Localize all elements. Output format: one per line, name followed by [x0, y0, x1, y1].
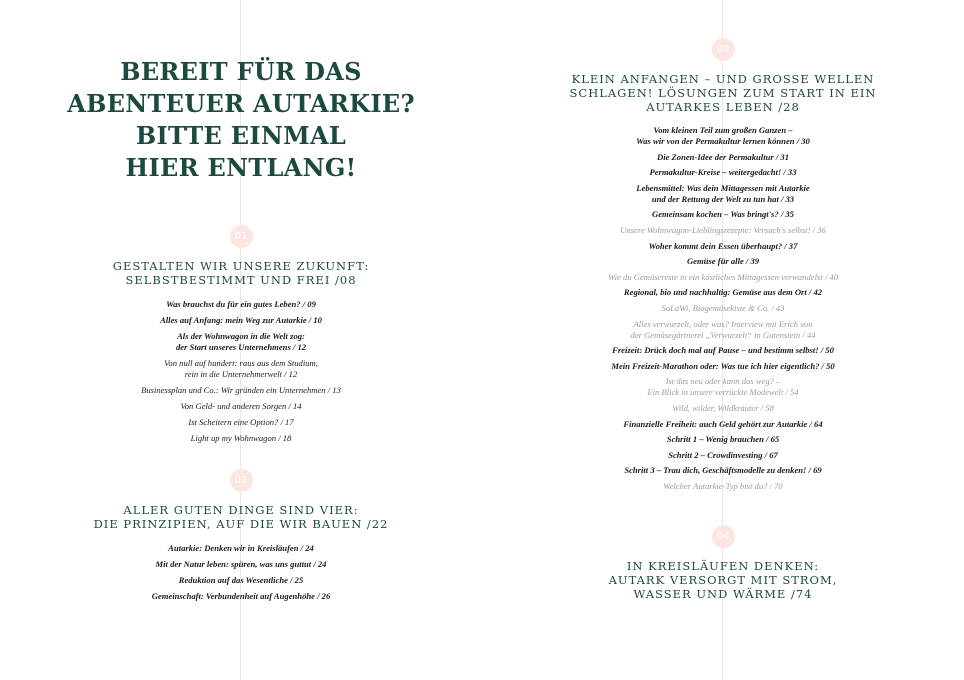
- chapter-title-line: AUTARK VERSORGT MIT STROM,: [608, 573, 838, 587]
- toc-entry: [0, 543, 482, 554]
- toc-entry-line: Freizeit: Drück doch mal auf Pause – und bestimm selbst! / 50: [612, 345, 834, 356]
- chapter-number-badge: 02: [230, 469, 253, 492]
- toc-entry-line: Alles verwurzelt, oder was? Interview mit Erich von: [633, 318, 813, 329]
- toc-entry-line: Autarkie: Denken wir in Kreisläufen / 24: [168, 543, 314, 553]
- chapter-title-line: GESTALTEN WIR UNSERE ZUKUNFT:: [112, 259, 370, 273]
- toc-entry-line: Businessplan und Co.: Wir gründen ein Unternehmen / 13: [141, 385, 341, 395]
- chapter-section-03: [482, 38, 964, 496]
- toc-entry: [482, 167, 964, 178]
- toc-entry: [482, 434, 964, 445]
- toc-entry-line: Mein Freizeit-Marathon oder: Was tue ich hier eigentlich? / 50: [611, 360, 835, 371]
- toc-entry: [482, 361, 964, 372]
- toc-entry: [0, 331, 482, 353]
- title-line: ABENTEUER AUTARKIE?: [67, 89, 415, 118]
- toc-entry: [482, 125, 964, 147]
- toc-entry: [482, 481, 964, 492]
- title-line: BEREIT FÜR DAS: [120, 57, 362, 86]
- chapter-title-line: IN KREISLÄUFEN DENKEN:: [626, 559, 820, 573]
- toc-entry: [482, 376, 964, 398]
- chapter-title-line: ALLER GUTEN DINGE SIND VIER:: [123, 503, 359, 517]
- toc-entry: [482, 303, 964, 314]
- toc-entry-line: Mit der Natur leben: spüren, was uns guttut / 24: [155, 559, 327, 569]
- toc-entry-line: Ist das neu oder kann das weg? –: [665, 376, 781, 387]
- toc-entry-line: Von null auf hundert: raus aus dem Studium,: [164, 358, 318, 368]
- toc-entry-line: Schritt 1 – Wenig brauchen / 65: [666, 434, 780, 445]
- toc-entry: [482, 450, 964, 461]
- toc-entry-line: Regional, bio und nachhaltig: Gemüse aus dem Ort / 42: [623, 287, 823, 298]
- toc-entry: [482, 225, 964, 236]
- chapter-title-line: WASSER UND WÄRME /74: [633, 587, 813, 601]
- toc-entry: [482, 465, 964, 476]
- toc-entry: [0, 299, 482, 310]
- toc-entry-line: Was wir von der Permakultur lernen können / 30: [636, 136, 810, 146]
- toc-entry: [482, 345, 964, 356]
- toc-entry: [0, 591, 482, 602]
- toc-entry: [482, 403, 964, 414]
- chapter-title: [482, 559, 964, 601]
- chapter-title: [0, 259, 482, 287]
- toc-entry-line: Permakultur-Kreise – weitergedacht! / 33: [649, 167, 797, 178]
- toc-entry: [0, 417, 482, 428]
- toc-entry-line: der Start unseres Unternehmens / 12: [175, 342, 307, 352]
- right-page: [482, 0, 964, 680]
- toc-entry: [0, 385, 482, 396]
- toc-entry-line: Reduktion auf das Wesentliche / 25: [178, 575, 304, 585]
- chapter-section-04: [482, 525, 964, 601]
- chapter-section-01: [0, 225, 482, 449]
- toc-entry: [482, 287, 964, 298]
- toc-entry-line: der Gemüsegärtnerei „Verwurzelt“ in Gutenstein / 44: [630, 329, 816, 340]
- toc-entry-line: Vom kleinen Teil zum großen Ganzen –: [653, 125, 793, 135]
- chapter-number-badge: 01: [230, 225, 253, 248]
- toc-entry-line: Light up my Wohnwagon / 18: [190, 433, 292, 443]
- toc-entry: [0, 401, 482, 412]
- toc-entry: [482, 183, 964, 205]
- toc-entry-line: Welcher Autarkie-Typ bist du? / 70: [663, 480, 783, 491]
- chapter-title-line: SELBSTBESTIMMT UND FREI /08: [125, 273, 357, 287]
- title-line: BITTE EINMAL: [135, 121, 347, 150]
- toc-entry-line: Ist Scheitern eine Option? / 17: [188, 417, 294, 427]
- toc-entry: [482, 419, 964, 430]
- toc-entry: [0, 315, 482, 326]
- chapter-title-line: AUTARKES LEBEN /28: [646, 100, 800, 114]
- toc-entry: [0, 559, 482, 570]
- chapter-title: [482, 72, 964, 114]
- toc-entry-line: Gemüse für alle / 39: [686, 256, 760, 267]
- toc-entry-line: Lebensmittel: Was dein Mittagessen mit Autarkie: [636, 182, 810, 193]
- toc-entry-line: Was brauchst du für ein gutes Leben? / 09: [166, 299, 316, 309]
- chapter-title: [0, 503, 482, 531]
- toc-entry: [482, 256, 964, 267]
- chapter-title-line: DIE PRINZIPIEN, AUF DIE WIR BAUEN /22: [93, 517, 389, 531]
- toc-entry-list: [0, 299, 482, 444]
- toc-entry-line: Alles auf Anfang: mein Weg zur Autarkie / 10: [160, 315, 322, 325]
- toc-entry-line: Wild, wilder, Wildkräuter / 58: [672, 402, 774, 413]
- chapter-number-badge: 04: [712, 525, 735, 548]
- toc-entry: [482, 152, 964, 163]
- toc-entry: [0, 575, 482, 586]
- toc-entry: [482, 319, 964, 341]
- toc-entry-line: Ein Blick in unsere verrückte Modewelt / 54: [647, 387, 799, 398]
- toc-entry-line: Gemeinschaft: Verbundenheit auf Augenhöhe / 26: [151, 591, 331, 601]
- toc-entry: [0, 433, 482, 444]
- chapter-number-badge: 03: [712, 38, 735, 61]
- toc-entry-line: rein in die Unternehmerwelt / 12: [184, 369, 298, 379]
- toc-entry-list: [0, 543, 482, 602]
- chapter-section-02: [0, 469, 482, 607]
- toc-entry-line: Die Zonen-Idee der Permakultur / 31: [656, 151, 789, 162]
- toc-entry-line: Schritt 2 – Crowdinvesting / 67: [668, 449, 778, 460]
- toc-entry-line: Woher kommt dein Essen überhaupt? / 37: [648, 240, 798, 251]
- chapter-title-line: SCHLAGEN! LÖSUNGEN ZUM START IN EIN: [569, 86, 877, 100]
- toc-entry-list: [482, 125, 964, 492]
- toc-entry-line: Von Geld- und anderen Sorgen / 14: [180, 401, 302, 411]
- toc-entry-line: Gemeinsam kochen – Was bringt's? / 35: [652, 209, 794, 220]
- toc-entry-line: SoLaWi, Biogemüsekiste & Co. / 43: [661, 302, 785, 313]
- toc-entry: [0, 358, 482, 380]
- toc-entry-line: Finanzielle Freiheit: auch Geld gehört zur Autarkie / 64: [623, 418, 823, 429]
- toc-entry: [482, 272, 964, 283]
- title-line: HIER ENTLANG!: [125, 153, 357, 182]
- toc-entry-line: Als der Wohnwagon in die Welt zog:: [177, 331, 305, 341]
- page-title: [40, 56, 442, 184]
- toc-entry: [482, 209, 964, 220]
- toc-entry-line: Schritt 3 – Trau dich, Geschäftsmodelle zu denken! / 69: [624, 465, 822, 476]
- toc-entry: [482, 241, 964, 252]
- toc-entry-line: Wie du Gemüsereste in ein köstliches Mittagessen verwandelst / 40: [608, 271, 838, 282]
- toc-entry-line: und der Rettung der Welt zu tun hat / 33: [651, 193, 795, 204]
- toc-entry-line: Unsere Wohnwagon-Lieblingsrezepte: Versuch's selbst! / 36: [620, 224, 826, 235]
- chapter-title-line: KLEIN ANFANGEN – UND GROSSE WELLEN: [571, 72, 875, 86]
